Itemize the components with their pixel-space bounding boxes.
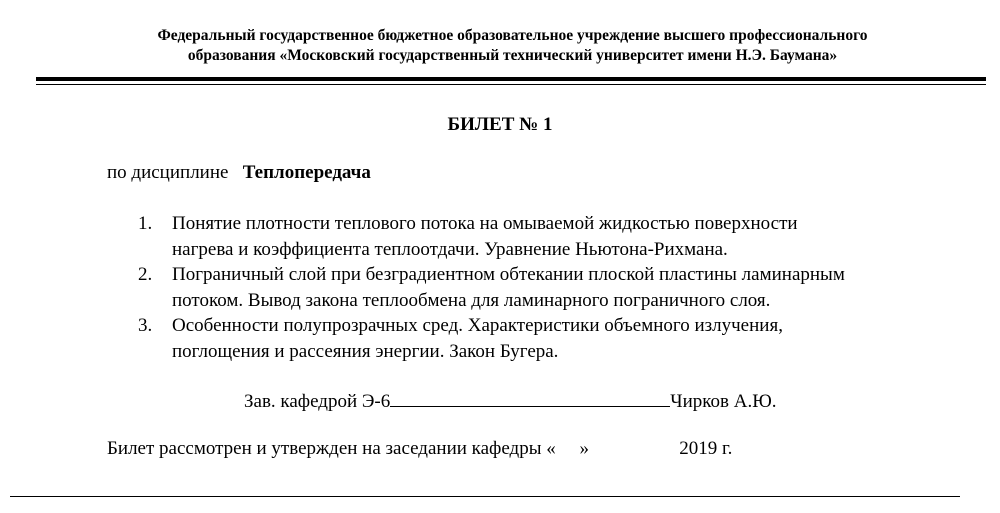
- approval-close-quote: »: [579, 438, 589, 459]
- discipline-name: Теплопередача: [242, 162, 371, 183]
- question-text-line: Пограничный слой при безградиентном обтекании плоской пластины ламинарным: [172, 264, 845, 285]
- approval-line: [107, 438, 732, 460]
- question-number: 1.: [138, 213, 153, 234]
- header-line-1: Федеральный государственное бюджетное образовательное учреждение высшего профессионального: [157, 27, 868, 44]
- approval-year: 2019 г.: [679, 438, 733, 459]
- header-line-2: образования «Московский государственный технический университет имени Н.Э. Баумана»: [187, 47, 838, 64]
- question-item: [134, 313, 964, 364]
- signature-blank: [390, 388, 670, 407]
- ticket-title: БИЛЕТ № 1: [447, 114, 553, 135]
- discipline-line: [107, 162, 371, 184]
- question-list: [134, 211, 964, 364]
- question-item: [134, 211, 964, 262]
- university-header: [40, 26, 985, 66]
- question-text-line: поглощения и рассеяния энергии. Закон Бугера.: [172, 340, 559, 362]
- question-text-line: потоком. Вывод закона теплообмена для ламинарного пограничного слоя.: [172, 289, 771, 311]
- question-text-line: Понятие плотности теплового потока на омываемой жидкостью поверхности: [172, 213, 798, 234]
- approval-text: Билет рассмотрен и утвержден на заседании кафедры «: [107, 438, 556, 459]
- question-text-line: нагрева и коэффициента теплоотдачи. Уравнение Ньютона-Рихмана.: [172, 238, 728, 260]
- signature-name: Чирков А.Ю.: [670, 391, 777, 412]
- question-item: [134, 262, 964, 313]
- signature-line: [244, 388, 777, 413]
- question-number: 3.: [138, 315, 153, 336]
- question-text-line: Особенности полупрозрачных сред. Характеристики объемного излучения,: [172, 315, 783, 336]
- footer-divider: [10, 496, 960, 497]
- signature-role: Зав. кафедрой Э-6: [244, 391, 391, 412]
- discipline-prefix: по дисциплине: [107, 162, 229, 183]
- header-divider-thick: [36, 77, 986, 81]
- question-number: 2.: [138, 264, 153, 285]
- header-divider-thin: [36, 84, 986, 85]
